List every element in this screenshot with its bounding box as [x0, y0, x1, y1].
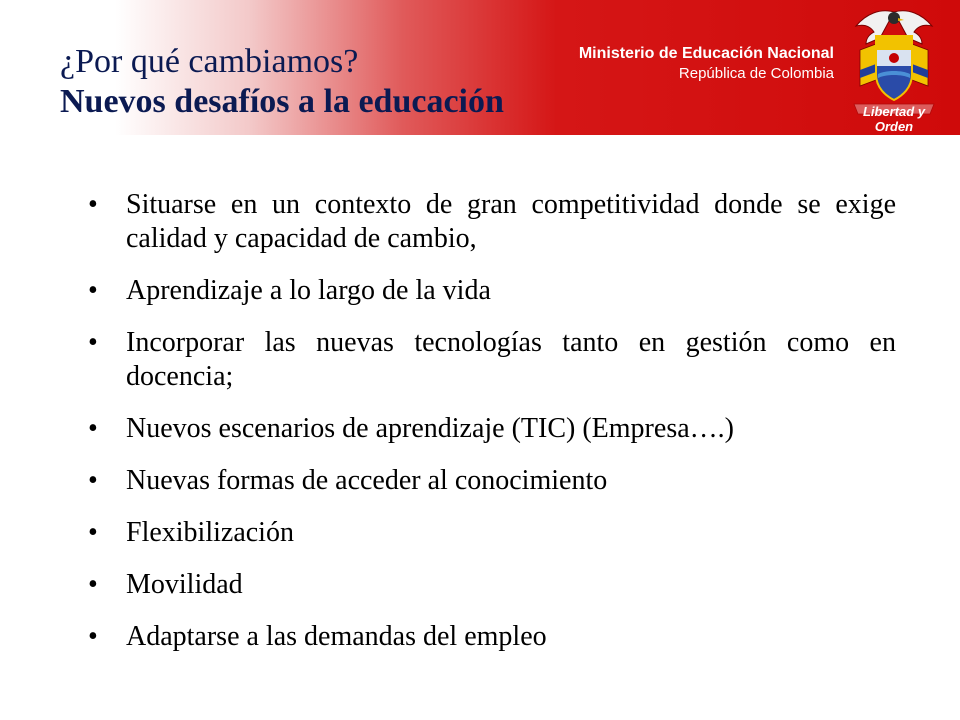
bullet-icon: •	[88, 569, 98, 600]
list-item-text: Nuevos escenarios de aprendizaje (TIC) (Empresa….)	[126, 413, 734, 444]
bullet-icon: •	[88, 517, 98, 548]
list-item-text: Situarse en un contexto de gran competitividad donde se exige calidad y capacidad de cambio,	[126, 189, 896, 254]
list-item	[88, 568, 896, 602]
list-item	[88, 274, 896, 308]
list-item-text: Incorporar las nuevas tecnologías tanto en gestión como en docencia;	[126, 327, 896, 392]
slide-title	[60, 42, 504, 122]
list-item-text: Aprendizaje a lo largo de la vida	[126, 275, 491, 306]
list-item	[88, 516, 896, 550]
list-item	[88, 188, 896, 256]
national-motto: Libertad y Orden	[862, 104, 926, 134]
title-line-1: ¿Por qué cambiamos?	[60, 43, 359, 80]
list-item-text: Flexibilización	[126, 517, 294, 548]
list-item-text: Movilidad	[126, 569, 243, 600]
bullet-list	[88, 188, 896, 672]
title-line-2: Nuevos desafíos a la educación	[60, 83, 504, 120]
bullet-icon: •	[88, 621, 98, 652]
bullet-icon: •	[88, 413, 98, 444]
bullet-icon: •	[88, 189, 98, 220]
list-item	[88, 464, 896, 498]
bullet-icon: •	[88, 275, 98, 306]
list-item	[88, 326, 896, 394]
slide-header	[0, 0, 960, 135]
country-name: República de Colombia	[678, 65, 834, 82]
list-item-text: Adaptarse a las demandas del empleo	[126, 621, 547, 652]
bullet-icon: •	[88, 465, 98, 496]
ministry-name: Ministerio de Educación Nacional	[578, 45, 834, 62]
list-item-text: Nuevas formas de acceder al conocimiento	[126, 465, 608, 496]
ministry-label	[579, 44, 834, 84]
list-item	[88, 412, 896, 446]
list-item	[88, 620, 896, 654]
bullet-icon: •	[88, 327, 98, 358]
